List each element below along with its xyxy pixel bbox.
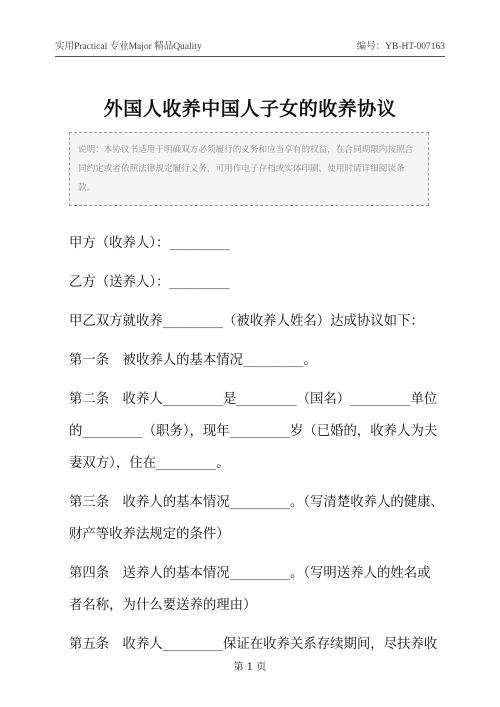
article-2-line-1: 第二条 收养人_________是_________（国名）_________单位 (69, 392, 438, 407)
article-4-line-2: 者名称，为什么要送养的理由） (69, 598, 257, 613)
document-number: 编号：YB-HT-007163 (356, 42, 445, 52)
article-2-line-3: 妻双方），住在_________。 (69, 456, 230, 471)
article-5-line-1: 第五条 收养人_________保证在收养关系存续期间，尽扶养收 (69, 637, 438, 652)
article-3-line-1: 第三条 收养人的基本情况_________。（写清楚收养人的健康、 (69, 495, 444, 510)
agreement-intro-line: 甲乙双方就收养_________（被收养人姓名）达成协议如下： (69, 314, 424, 329)
page-number: 第 1 页 (233, 662, 267, 673)
article-2-line-2: 的_________（职务），现年_________岁（已婚的，收养人为夫 (69, 424, 438, 439)
party-b-line: 乙方（送养人）：_________ (69, 275, 230, 290)
page-header (55, 34, 445, 57)
article-3-line-2: 财产等收养法规定的条件） (69, 527, 230, 542)
instruction-note: 说明：本协议书适用于明确双方必须履行的义务和应当享有的权益，在合同期限内按照合同约定或者依照法律规定履行义务，可用作电子存档或实体印刷，使用时请详细阅读条款。 (69, 132, 429, 206)
article-4-line-1: 第四条 送养人的基本情况_________。（写明送养人的姓名或 (69, 566, 431, 581)
document-title: 外国人收养中国人子女的收养协议 (103, 98, 397, 120)
party-a-line: 甲方（收养人）：_________ (69, 236, 230, 251)
header-tagline: 实用Practical 专业Major 精品Quality (55, 42, 202, 52)
agreement-body (69, 228, 444, 661)
article-1-line: 第一条 被收养人的基本情况_________。 (69, 353, 317, 368)
